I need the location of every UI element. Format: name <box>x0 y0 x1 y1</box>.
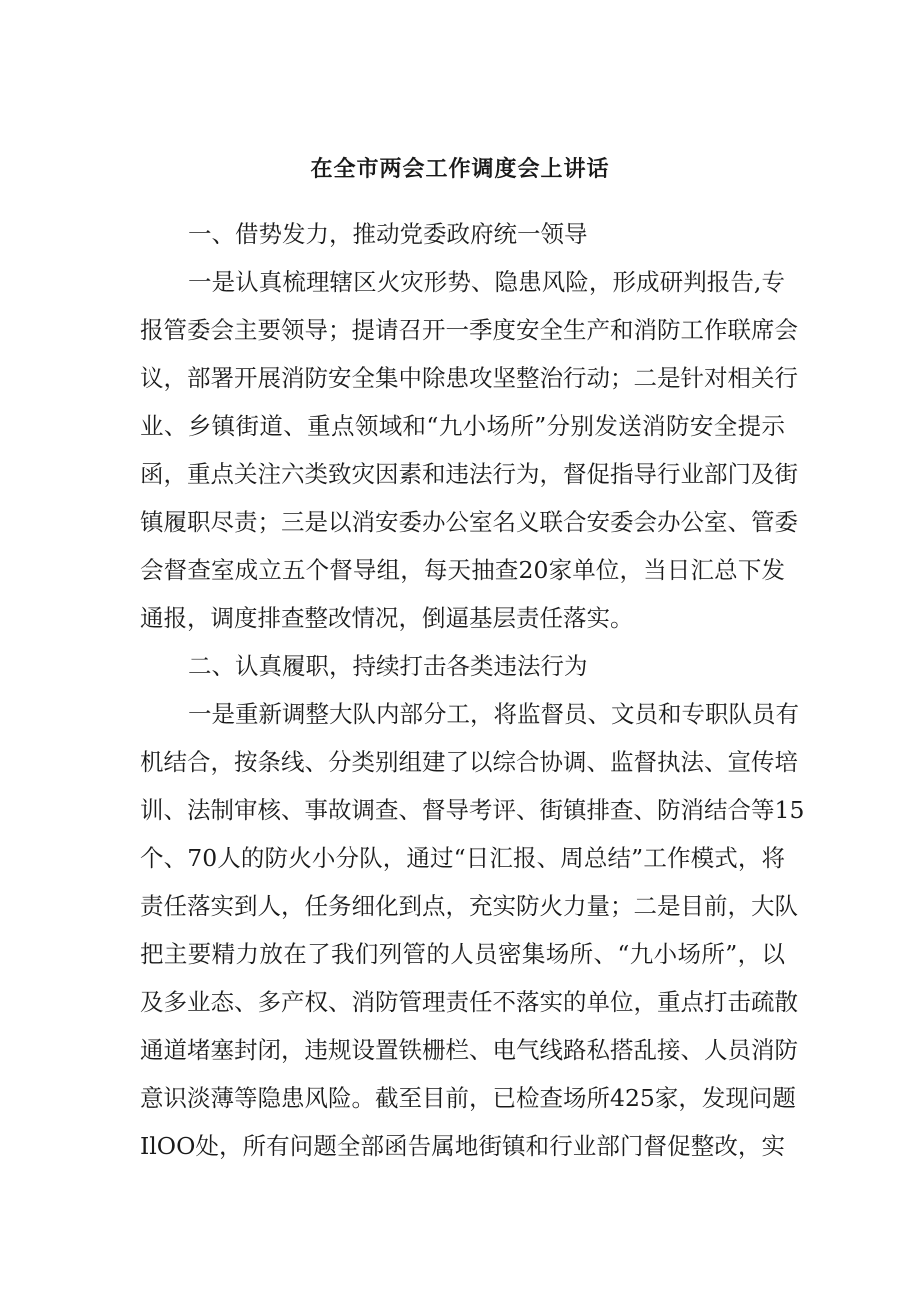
paragraph-line: 一是认真梳理辖区火灾形势、隐患风险，形成研判报告,专 <box>188 268 785 296</box>
section-heading-1: 一、借势发力，推动党委政府统一领导 <box>188 220 588 248</box>
paragraph-line: 责任落实到人，任务细化到点，充实防火力量；二是目前，大队 <box>140 892 798 920</box>
paragraph-line: 通道堵塞封闭，违规设置铁栅栏、电气线路私搭乱接、人员消防 <box>140 1036 798 1064</box>
paragraph-line: 把主要精力放在了我们列管的人员密集场所、“九小场所”，以 <box>140 940 785 968</box>
paragraph-line: 及多业态、多产权、消防管理责任不落实的单位，重点打击疏散 <box>140 988 798 1016</box>
paragraph-line: 镇履职尽责；三是以消安委办公室名义联合安委会办公室、管委 <box>140 508 798 536</box>
paragraph-line: 一是重新调整大队内部分工，将监督员、文员和专职队员有 <box>188 700 799 728</box>
document-title: 在全市两会工作调度会上讲话 <box>310 156 610 182</box>
paragraph-line: IlOO处，所有问题全部函告属地街镇和行业部门督促整改，实 <box>140 1132 785 1160</box>
paragraph-line: 业、乡镇街道、重点领域和“九小场所”分别发送消防安全提示 <box>140 412 785 440</box>
paragraph-line: 意识淡薄等隐患风险。截至目前，已检查场所425家，发现问题 <box>140 1084 796 1112</box>
paragraph-line: 训、法制审核、事故调查、督导考评、街镇排查、防消结合等15 <box>140 796 805 824</box>
section-heading-2: 二、认真履职，持续打击各类违法行为 <box>188 652 588 680</box>
paragraph-line: 个、70人的防火小分队，通过“日汇报、周总结”工作模式，将 <box>140 844 785 872</box>
paragraph-line: 报管委会主要领导；提请召开一季度安全生产和消防工作联席会 <box>140 316 798 344</box>
paragraph-line: 函，重点关注六类致灾因素和违法行为，督促指导行业部门及街 <box>140 460 798 488</box>
paragraph-line: 议，部署开展消防安全集中除患攻坚整治行动；二是针对相关行 <box>140 364 798 392</box>
paragraph-line: 通报，调度排查整改情况，倒逼基层责任落实。 <box>140 604 634 632</box>
paragraph-line: 会督查室成立五个督导组，每天抽查20家单位，当日汇总下发 <box>140 556 785 584</box>
paragraph-line: 机结合，按条线、分类别组建了以综合协调、监督执法、宣传培 <box>140 748 798 776</box>
